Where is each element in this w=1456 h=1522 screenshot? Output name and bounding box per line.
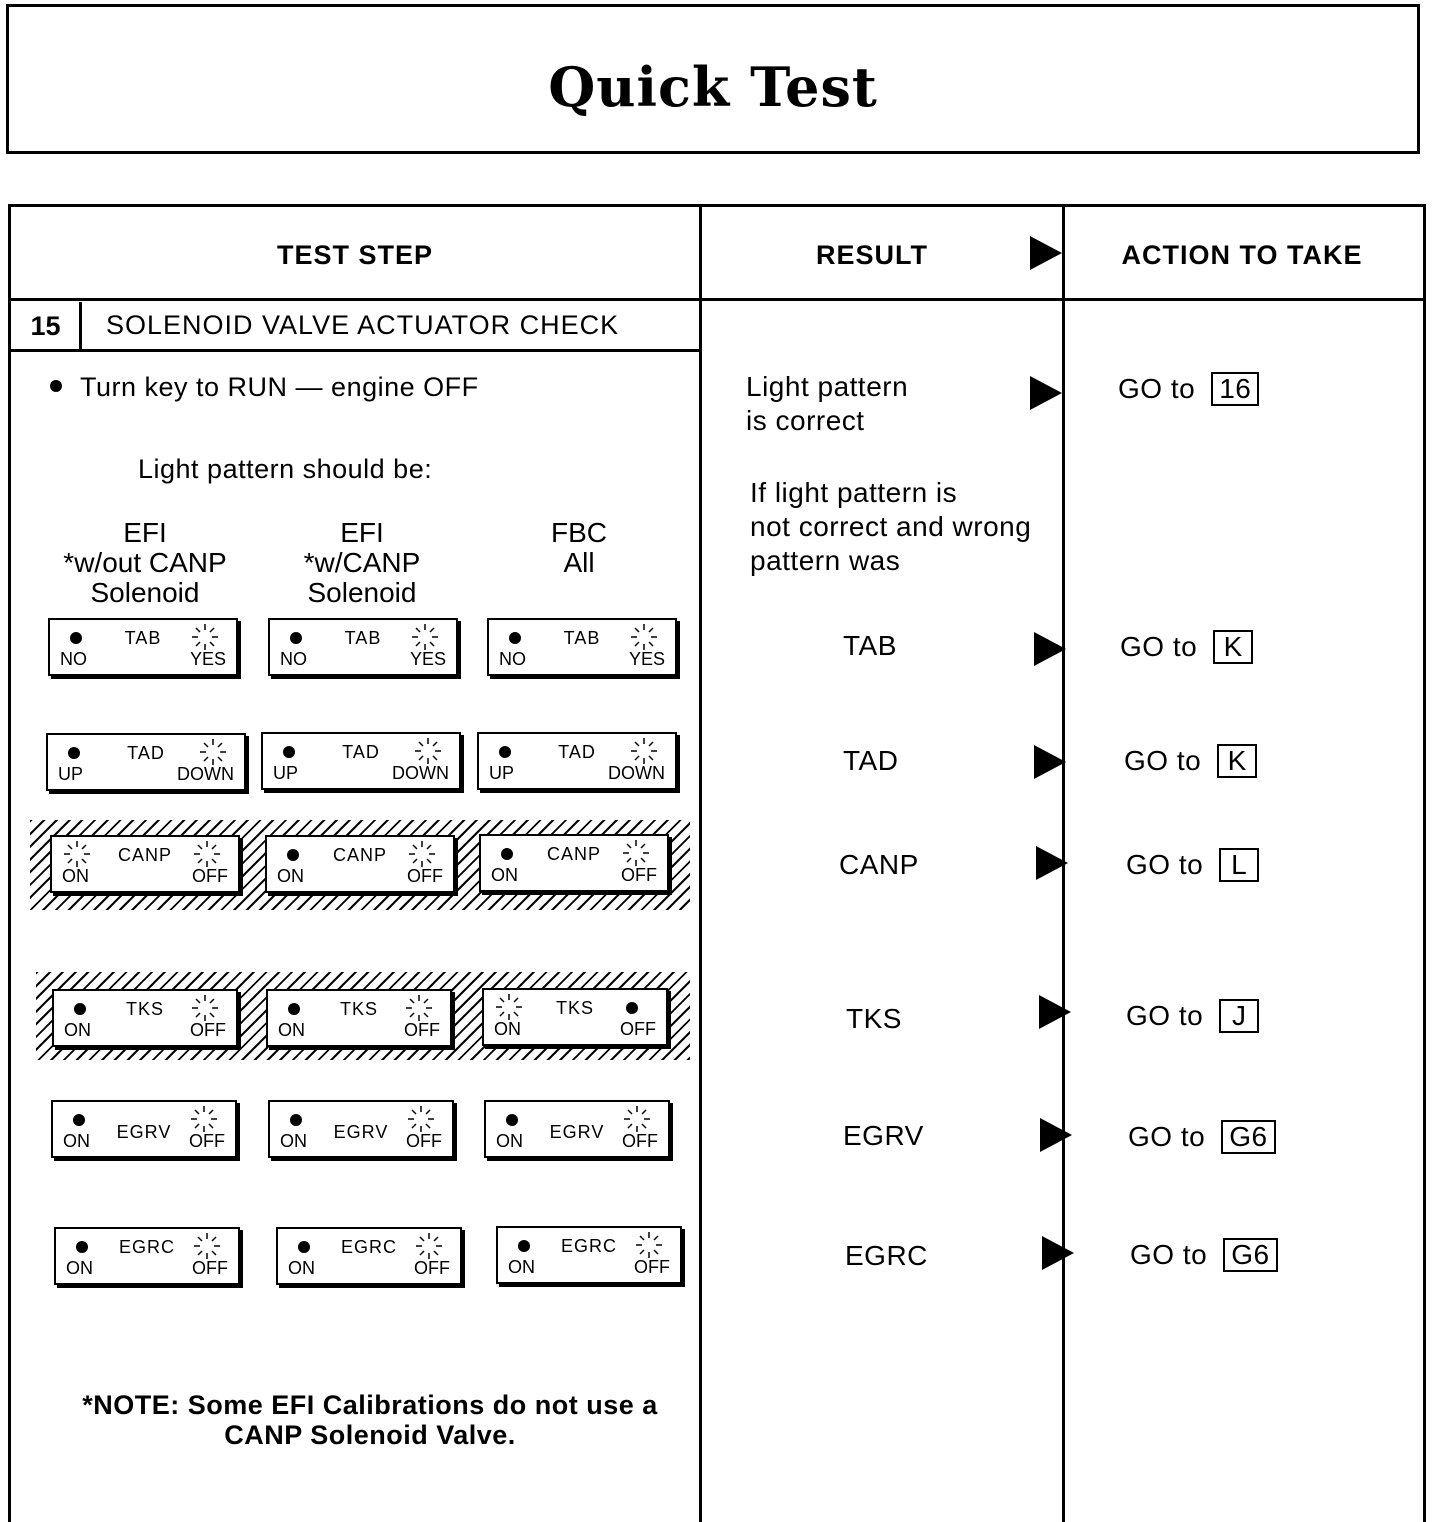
indicator-canp <box>479 834 669 892</box>
result-correct <box>746 370 908 438</box>
result-tks: TKS <box>846 1003 902 1034</box>
indicator-name: EGRC <box>560 1236 617 1256</box>
indicator-left-label: ON <box>277 866 304 886</box>
column-head-line: All <box>563 547 595 578</box>
result-correct-line: is correct <box>746 405 865 436</box>
indicator-canp <box>50 835 240 893</box>
column-head-fbc <box>469 518 689 578</box>
indicator-name: EGRV <box>116 1122 172 1142</box>
action-correct <box>1118 372 1259 406</box>
indicator-tab <box>487 618 677 676</box>
action-tab <box>1120 630 1253 664</box>
result-wrong-line: pattern was <box>750 545 901 576</box>
action-tks <box>1126 999 1259 1033</box>
page-title: Quick Test <box>548 55 878 119</box>
result-tad: TAD <box>843 745 899 776</box>
indicator-egrc <box>54 1227 240 1285</box>
indicator-left-label: ON <box>288 1258 315 1278</box>
step-divider <box>8 349 702 352</box>
indicator-egrv <box>51 1100 237 1158</box>
result-canp: CANP <box>839 849 919 880</box>
indicator-name: TAB <box>563 628 601 648</box>
action-text: GO to <box>1126 1000 1204 1031</box>
indicator-right-label: OFF <box>192 866 228 886</box>
indicator-right-label: YES <box>628 649 665 669</box>
indicator-right-label: YES <box>409 649 446 669</box>
bullet-icon <box>50 380 62 392</box>
result-arrow-icon <box>1042 1236 1074 1270</box>
result-tab: TAB <box>843 630 897 661</box>
action-text: GO to <box>1126 849 1204 880</box>
action-ref-step[interactable]: 16 <box>1211 372 1259 406</box>
header-arrow-icon <box>1030 236 1062 270</box>
indicator-name: TKS <box>125 999 164 1019</box>
instruction-text: Turn key to RUN — engine OFF <box>80 372 479 402</box>
indicator-egrv <box>484 1100 670 1158</box>
column-head-line: Solenoid <box>307 577 417 608</box>
indicator-right-label: OFF <box>404 1020 440 1040</box>
step-title: SOLENOID VALVE ACTUATOR CHECK <box>106 310 620 340</box>
action-ref-step[interactable]: G6 <box>1221 1120 1275 1154</box>
result-egrc: EGRC <box>845 1240 928 1271</box>
column-head-efi-with-canp <box>252 518 472 608</box>
header-result: RESULT <box>816 240 928 270</box>
indicator-right-label: OFF <box>621 865 657 885</box>
indicator-right-label: OFF <box>406 1131 442 1151</box>
indicator-left-label: UP <box>273 763 299 783</box>
indicator-name: TAD <box>127 743 165 763</box>
pattern-intro: Light pattern should be: <box>138 454 433 484</box>
header-test-step: TEST STEP <box>276 240 434 270</box>
action-text: GO to <box>1118 373 1196 404</box>
indicator-egrc <box>496 1226 682 1284</box>
indicator-name: EGRC <box>340 1237 397 1257</box>
indicator-tad <box>46 733 246 791</box>
indicator-left-label: ON <box>496 1131 523 1151</box>
action-ref-step[interactable]: L <box>1219 848 1259 882</box>
indicator-right-label: OFF <box>620 1019 656 1039</box>
action-tad <box>1124 744 1257 778</box>
action-text: GO to <box>1128 1121 1206 1152</box>
result-correct-line: Light pattern <box>746 371 909 402</box>
indicator-left-label: ON <box>62 866 89 886</box>
action-text: GO to <box>1130 1239 1208 1270</box>
indicator-right-label: OFF <box>190 1020 226 1040</box>
indicator-name: CANP <box>546 844 601 864</box>
action-egrv <box>1128 1120 1276 1154</box>
note <box>40 1390 700 1450</box>
indicator-egrv <box>268 1100 454 1158</box>
indicator-left-label: ON <box>278 1020 305 1040</box>
indicator-name: TAD <box>342 742 380 762</box>
indicator-left-label: ON <box>66 1258 93 1278</box>
column-head-line: *w/CANP <box>303 547 421 578</box>
indicator-name: TKS <box>339 999 378 1019</box>
indicator-left-label: ON <box>491 865 518 885</box>
indicator-tks <box>482 988 668 1046</box>
indicator-tab <box>268 618 458 676</box>
indicator-right-label: OFF <box>192 1258 228 1278</box>
indicator-tab <box>48 618 238 676</box>
result-arrow-icon <box>1034 745 1066 779</box>
indicator-tad <box>477 732 677 790</box>
column-head-line: *w/out CANP <box>63 547 227 578</box>
step-number: 15 <box>12 302 82 352</box>
indicator-name: CANP <box>332 845 387 865</box>
indicator-left-label: NO <box>280 649 307 669</box>
indicator-name: TAD <box>558 742 596 762</box>
action-text: GO to <box>1120 631 1198 662</box>
note-line: *NOTE: Some EFI Calibrations do not use a <box>82 1390 658 1420</box>
action-ref-step[interactable]: K <box>1217 744 1257 778</box>
column-head-line: EFI <box>340 517 384 548</box>
result-arrow-icon <box>1034 632 1066 666</box>
action-text: GO to <box>1124 745 1202 776</box>
indicator-right-label: OFF <box>407 866 443 886</box>
indicator-left-label: NO <box>60 649 87 669</box>
indicator-right-label: DOWN <box>177 764 234 784</box>
instruction <box>50 370 479 404</box>
note-line: CANP Solenoid Valve. <box>224 1420 516 1450</box>
indicator-left-label: ON <box>494 1019 521 1039</box>
indicator-right-label: OFF <box>414 1258 450 1278</box>
indicator-right-label: YES <box>189 649 226 669</box>
indicator-left-label: ON <box>63 1131 90 1151</box>
action-ref-step[interactable]: K <box>1213 630 1253 664</box>
indicator-name: EGRV <box>333 1122 389 1142</box>
indicator-right-label: OFF <box>189 1131 225 1151</box>
result-arrow-icon <box>1030 376 1062 410</box>
indicator-tad <box>261 732 461 790</box>
header-action: ACTION TO TAKE <box>1121 240 1363 270</box>
indicator-name: TKS <box>555 998 594 1018</box>
indicator-right-label: OFF <box>634 1257 670 1277</box>
action-egrc <box>1130 1238 1278 1272</box>
indicator-name: TAB <box>344 628 382 648</box>
action-canp <box>1126 848 1259 882</box>
result-arrow-icon <box>1040 1118 1072 1152</box>
indicator-left-label: UP <box>489 763 515 783</box>
action-ref-step[interactable]: G6 <box>1223 1238 1277 1272</box>
result-egrv: EGRV <box>843 1120 924 1151</box>
indicator-name: TAB <box>124 628 162 648</box>
column-head-line: FBC <box>551 517 607 548</box>
indicator-egrc <box>276 1227 462 1285</box>
indicator-left-label: ON <box>280 1131 307 1151</box>
indicator-canp <box>265 835 455 893</box>
column-head-line: Solenoid <box>90 577 200 608</box>
result-wrong-line: If light pattern is <box>750 477 958 508</box>
indicator-right-label: DOWN <box>392 763 449 783</box>
column-head-line: EFI <box>123 517 167 548</box>
indicator-left-label: ON <box>64 1020 91 1040</box>
action-ref-step[interactable]: J <box>1219 999 1259 1033</box>
indicator-name: CANP <box>117 845 172 865</box>
indicator-left-label: UP <box>58 764 84 784</box>
title-box <box>6 4 1420 154</box>
result-wrong-line: not correct and wrong <box>750 511 1032 542</box>
indicator-name: EGRV <box>549 1122 605 1142</box>
result-arrow-icon <box>1036 846 1068 880</box>
indicator-name: EGRC <box>118 1237 175 1257</box>
result-arrow-icon <box>1039 995 1071 1029</box>
indicator-right-label: DOWN <box>608 763 665 783</box>
indicator-tks <box>266 989 452 1047</box>
column-head-efi-without-canp <box>35 518 255 608</box>
header-divider <box>8 298 1426 301</box>
result-wrong-intro <box>750 476 1031 578</box>
indicator-left-label: NO <box>499 649 526 669</box>
indicator-right-label: OFF <box>622 1131 658 1151</box>
indicator-left-label: ON <box>508 1257 535 1277</box>
column-divider-1 <box>699 204 702 1522</box>
indicator-tks <box>52 989 238 1047</box>
